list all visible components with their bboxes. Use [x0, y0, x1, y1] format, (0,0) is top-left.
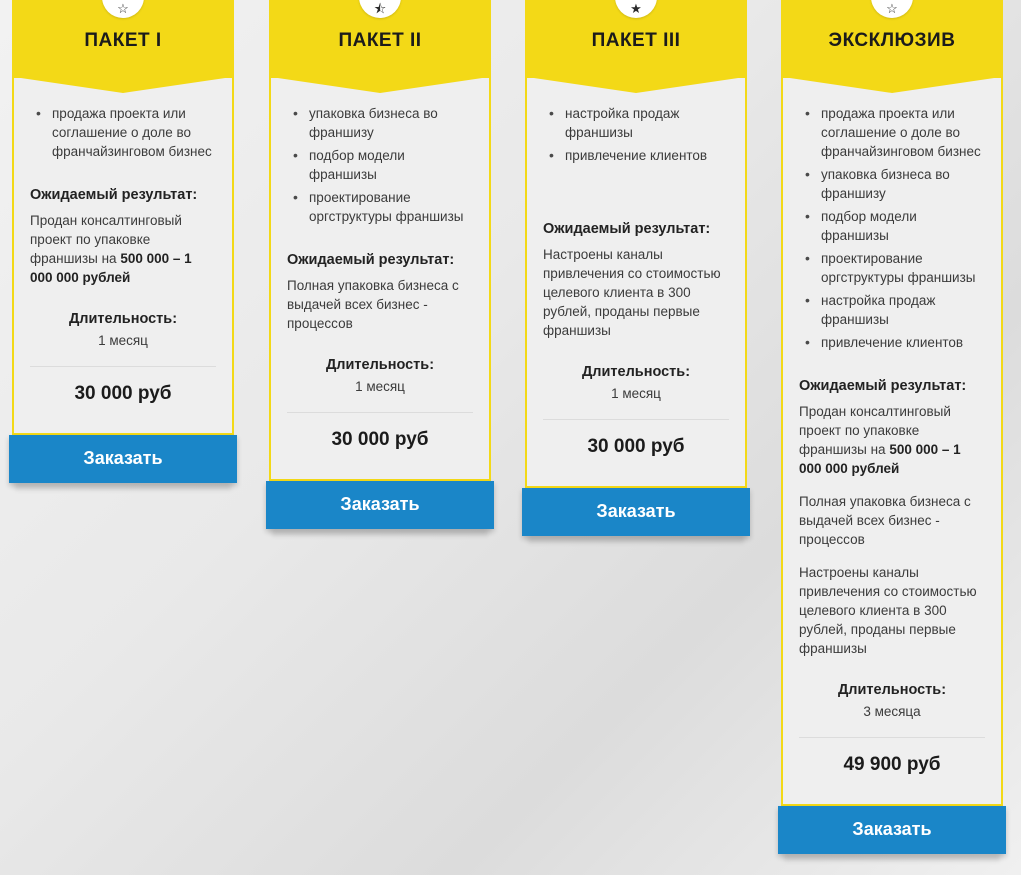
result-prefix: Настроены каналы привлечения со стоимостью целевого клиента в 300 рублей, проданы первые франшизы: [799, 565, 977, 656]
card-title: ПАКЕТ II: [338, 30, 422, 51]
result-prefix: Продан консалтинговый проект по упаковке франшизы на: [30, 213, 182, 266]
card-header-ribbon: [271, 0, 489, 78]
price-value: 49 900 руб: [843, 754, 941, 775]
duration-title: Длительность:: [837, 682, 947, 698]
badge-glyph: ★: [630, 1, 642, 16]
price-value: 30 000 руб: [74, 383, 172, 404]
result-text: [287, 276, 473, 333]
card-title: ПАКЕТ III: [591, 30, 681, 51]
list-item: • привлечение клиентов: [817, 333, 985, 352]
pricing-card-4: [781, 0, 1003, 854]
order-button[interactable]: Заказать: [522, 488, 750, 536]
result-text: [543, 245, 729, 340]
card-header-ribbon: [14, 0, 232, 78]
order-button[interactable]: Заказать: [266, 481, 494, 529]
card-header-ribbon: [783, 0, 1001, 78]
card-body: [14, 78, 232, 433]
duration-value: 1 месяц: [98, 333, 148, 348]
pricing-card-2: [269, 0, 491, 529]
list-item: • привлечение клиентов: [561, 146, 729, 165]
price-value: 30 000 руб: [331, 429, 429, 450]
result-bold: 500 000 – 1 000 000 рублей: [799, 442, 961, 476]
result-text: [799, 402, 985, 478]
duration-title: Длительность:: [68, 311, 178, 327]
list-item: • проектирование оргструктуры франшизы: [817, 249, 985, 287]
result-bold: 500 000 – 1 000 000 рублей: [30, 251, 192, 285]
result-prefix: Полная упаковка бизнеса с выдачей всех бизнес - процессов: [287, 278, 459, 331]
duration-value: 1 месяц: [611, 386, 661, 401]
card-body: [527, 78, 745, 486]
duration-value: 3 месяца: [863, 704, 921, 719]
result-prefix: Настроены каналы привлечения со стоимостью целевого клиента в 300 рублей, проданы первые франшизы: [543, 247, 721, 338]
order-button[interactable]: Заказать: [9, 435, 237, 483]
card-title: ЭКСКЛЮЗИВ: [828, 30, 956, 51]
card-body: [783, 78, 1001, 804]
list-item: • подбор модели франшизы: [305, 146, 473, 184]
list-item: • подбор модели франшизы: [817, 207, 985, 245]
badge-glyph: ⯪: [373, 1, 387, 16]
badge-glyph: ☆: [886, 1, 898, 16]
result-title: Ожидаемый результат:: [287, 252, 455, 268]
pricing-card-1: [12, 0, 234, 483]
duration-value: 1 месяц: [355, 379, 405, 394]
result-prefix: Полная упаковка бизнеса с выдачей всех бизнес - процессов: [799, 494, 971, 547]
result-title: Ожидаемый результат:: [30, 187, 198, 203]
result-title: Ожидаемый результат:: [799, 378, 967, 394]
feature-list: [287, 104, 473, 226]
list-item: • настройка продаж франшизы: [817, 291, 985, 329]
pricing-card-3: [525, 0, 747, 536]
list-item: • упаковка бизнеса во франшизу: [817, 165, 985, 203]
result-prefix: Продан консалтинговый проект по упаковке франшизы на: [799, 404, 951, 457]
badge-glyph: ☆: [117, 1, 129, 16]
result-text: [799, 492, 985, 549]
card-body: [271, 78, 489, 479]
duration-title: Длительность:: [325, 357, 435, 373]
list-item: • упаковка бизнеса во франшизу: [305, 104, 473, 142]
result-text: [30, 211, 216, 287]
card-title: ПАКЕТ I: [84, 30, 162, 51]
list-item: • настройка продаж франшизы: [561, 104, 729, 142]
duration-title: Длительность:: [581, 364, 691, 380]
feature-list: [30, 104, 216, 161]
list-item: • продажа проекта или соглашение о доле во франчайзинговом бизнес: [48, 104, 216, 161]
feature-list: [799, 104, 985, 352]
list-item: • продажа проекта или соглашение о доле во франчайзинговом бизнес: [817, 104, 985, 161]
feature-list: [543, 104, 729, 165]
price-value: 30 000 руб: [587, 436, 685, 457]
card-header-ribbon: [527, 0, 745, 78]
result-text: [799, 563, 985, 658]
list-item: • проектирование оргструктуры франшизы: [305, 188, 473, 226]
order-button[interactable]: Заказать: [778, 806, 1006, 854]
result-title: Ожидаемый результат:: [543, 221, 711, 237]
